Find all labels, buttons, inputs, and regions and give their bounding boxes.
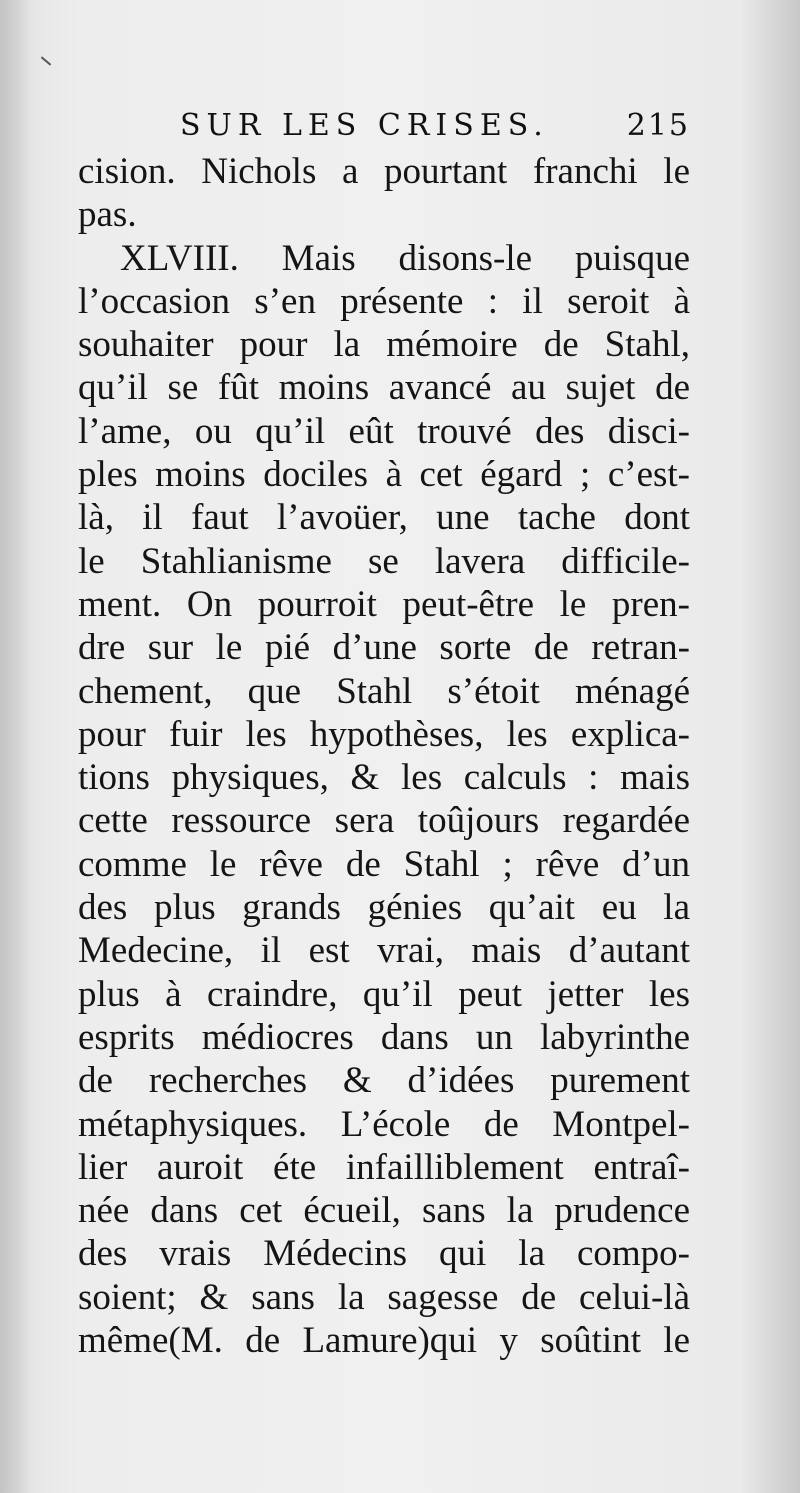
text-line: de recherches & d’idées purement [78,1060,690,1102]
text-line: même(M. de Lamure)qui y soûtint le [78,1320,690,1362]
text-line: des plus grands génies qu’ait eu la [78,887,690,929]
text-line: souhaiter pour la mémoire de Stahl, [78,324,690,366]
text-line: chement, que Stahl s’étoit ménagé [78,670,690,712]
text-line: comme le rêve de Stahl ; rêve d’un [78,843,690,885]
text-line: pour fuir les hypothèses, les explica- [78,713,690,755]
text-line: cette ressource sera toûjours regardée [78,800,690,842]
page-gutter-shadow [0,0,30,1493]
text-line: tions physiques, & les calculs : mais [78,757,690,799]
text-line: le Stahlianisme se lavera difficile- [78,540,690,582]
text-line: née dans cet écueil, sans la prudence [78,1190,690,1232]
text-line: pas. [78,194,137,236]
text-line: ples moins dociles à cet égard ; c’est- [78,454,690,496]
text-line: soient; & sans la sagesse de celui-là [78,1276,690,1318]
text-line: cision. Nichols a pourtant franchi le [78,151,690,192]
text-line: dre sur le pié d’une sorte de retran- [78,627,690,669]
page-margin-mark [41,56,51,65]
text-line: esprits médiocres dans un labyrinthe [78,1016,690,1058]
text-line: là, il faut l’avoüer, une tache dont [78,497,690,539]
text-line: ment. On pourroit peut-être le pren- [78,583,690,625]
text-line: qu’il se fût moins avancé au sujet de [78,367,690,409]
text-line: lier auroit éte infailliblement entraî- [78,1146,690,1188]
text-line: métaphysiques. L’école de Montpel- [78,1103,690,1145]
text-line: XLVIII. Mais disons-le puisque [120,237,690,279]
running-head: SUR LES CRISES. [180,108,549,143]
text-line: l’occasion s’en présente : il seroit à [78,280,690,322]
text-line: l’ame, ou qu’il eût trouvé des disci- [78,410,690,452]
text-line: des vrais Médecins qui la compo- [78,1233,690,1275]
text-line: plus à craindre, qu’il peut jetter les [78,973,690,1015]
text-line: Medecine, il est vrai, mais d’autant [78,930,690,972]
page-number: 215 [626,108,690,143]
body-text [78,150,690,1362]
